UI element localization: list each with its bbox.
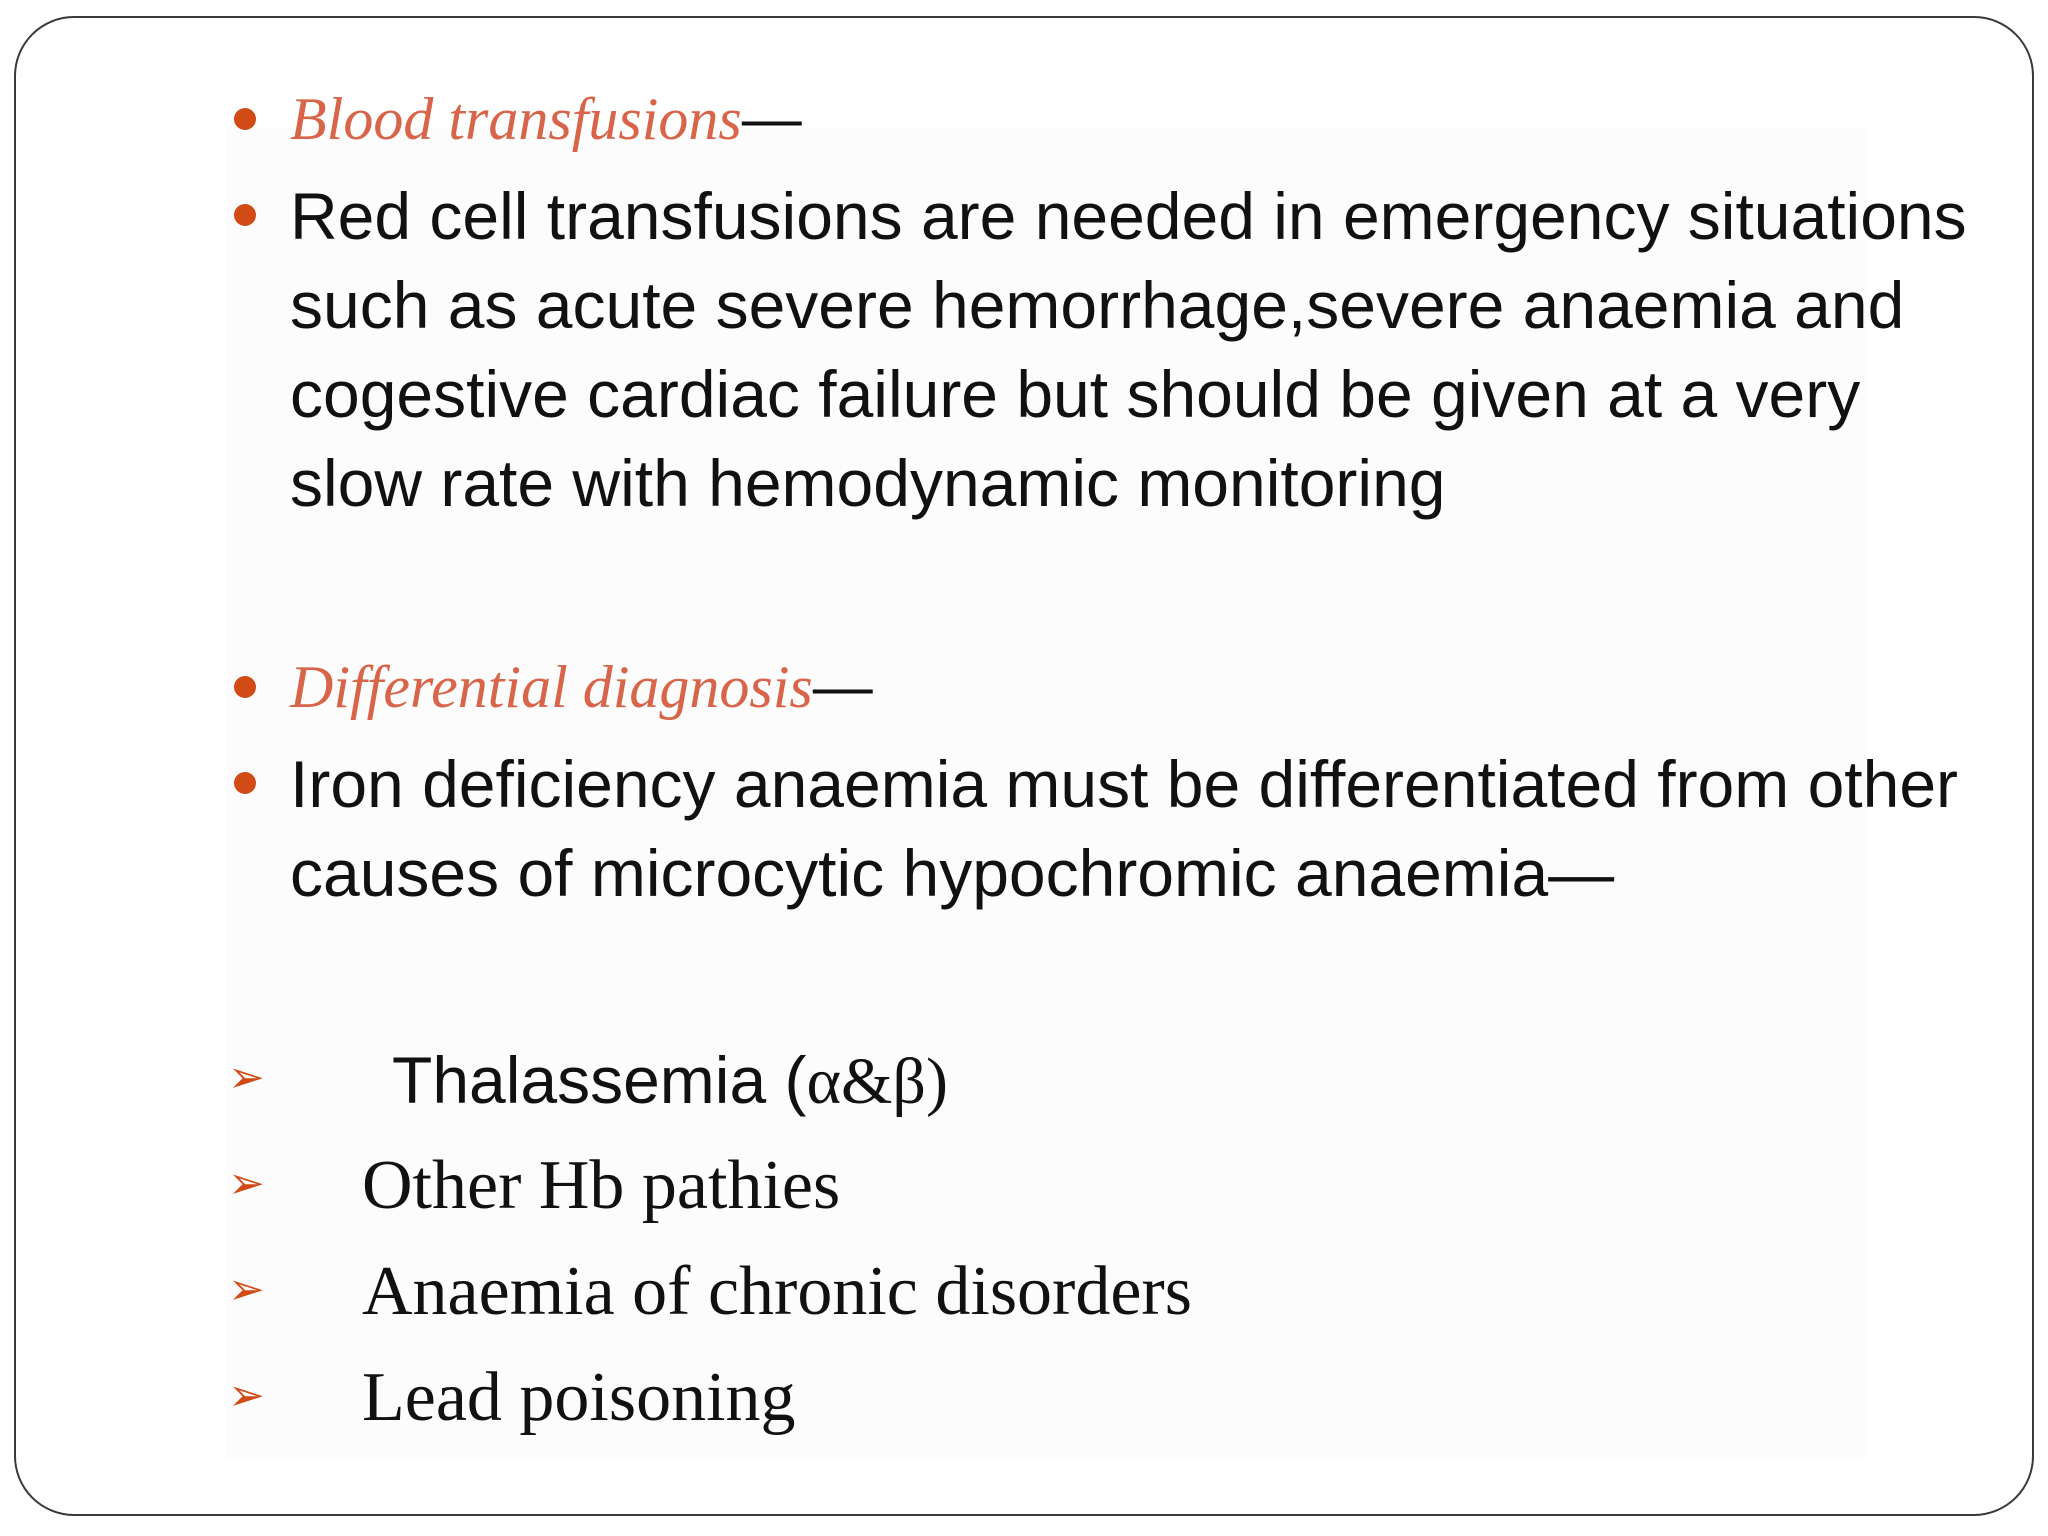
list-item-lead-poisoning: Lead poisoning [362,1359,796,1436]
arrow-bullet-icon: ➢ [228,1370,265,1421]
paragraph-red-cell-transfusions: Red cell transfusions are needed in emergency situations such as acute severe hemorrhage,severe anaemia and cogestive cardiac failure but should be given at a very slow rate with hemodynamic monitoring [290,179,1967,520]
heading-differential-diagnosis [290,652,873,722]
heading-label: Blood transfusions [290,86,742,152]
round-bullet-icon [234,108,256,130]
arrow-bullet-icon: ➢ [228,1158,265,1209]
list-item-anaemia-chronic: Anaemia of chronic disorders [362,1253,1192,1330]
arrow-bullet-icon: ➢ [228,1052,265,1103]
arrow-bullet-icon: ➢ [228,1264,265,1315]
heading-dash: — [741,85,802,152]
paragraph-iron-deficiency: Iron deficiency anaemia must be differentiated from other causes of microcytic hypochromic anaemia— [290,747,1959,910]
list-item-thalassemia [392,1040,948,1122]
round-bullet-icon [234,676,256,698]
heading-dash: — [812,653,873,720]
heading-label: Differential diagnosis [290,654,813,720]
slide-frame [14,16,2034,1516]
round-bullet-icon [234,204,256,226]
list-item-other-hb-pathies: Other Hb pathies [362,1147,841,1224]
list-item-label: Thalassemia ( [392,1043,807,1117]
heading-blood-transfusions [290,84,802,154]
list-item-greek: α&β) [806,1045,948,1118]
round-bullet-icon [234,772,256,794]
